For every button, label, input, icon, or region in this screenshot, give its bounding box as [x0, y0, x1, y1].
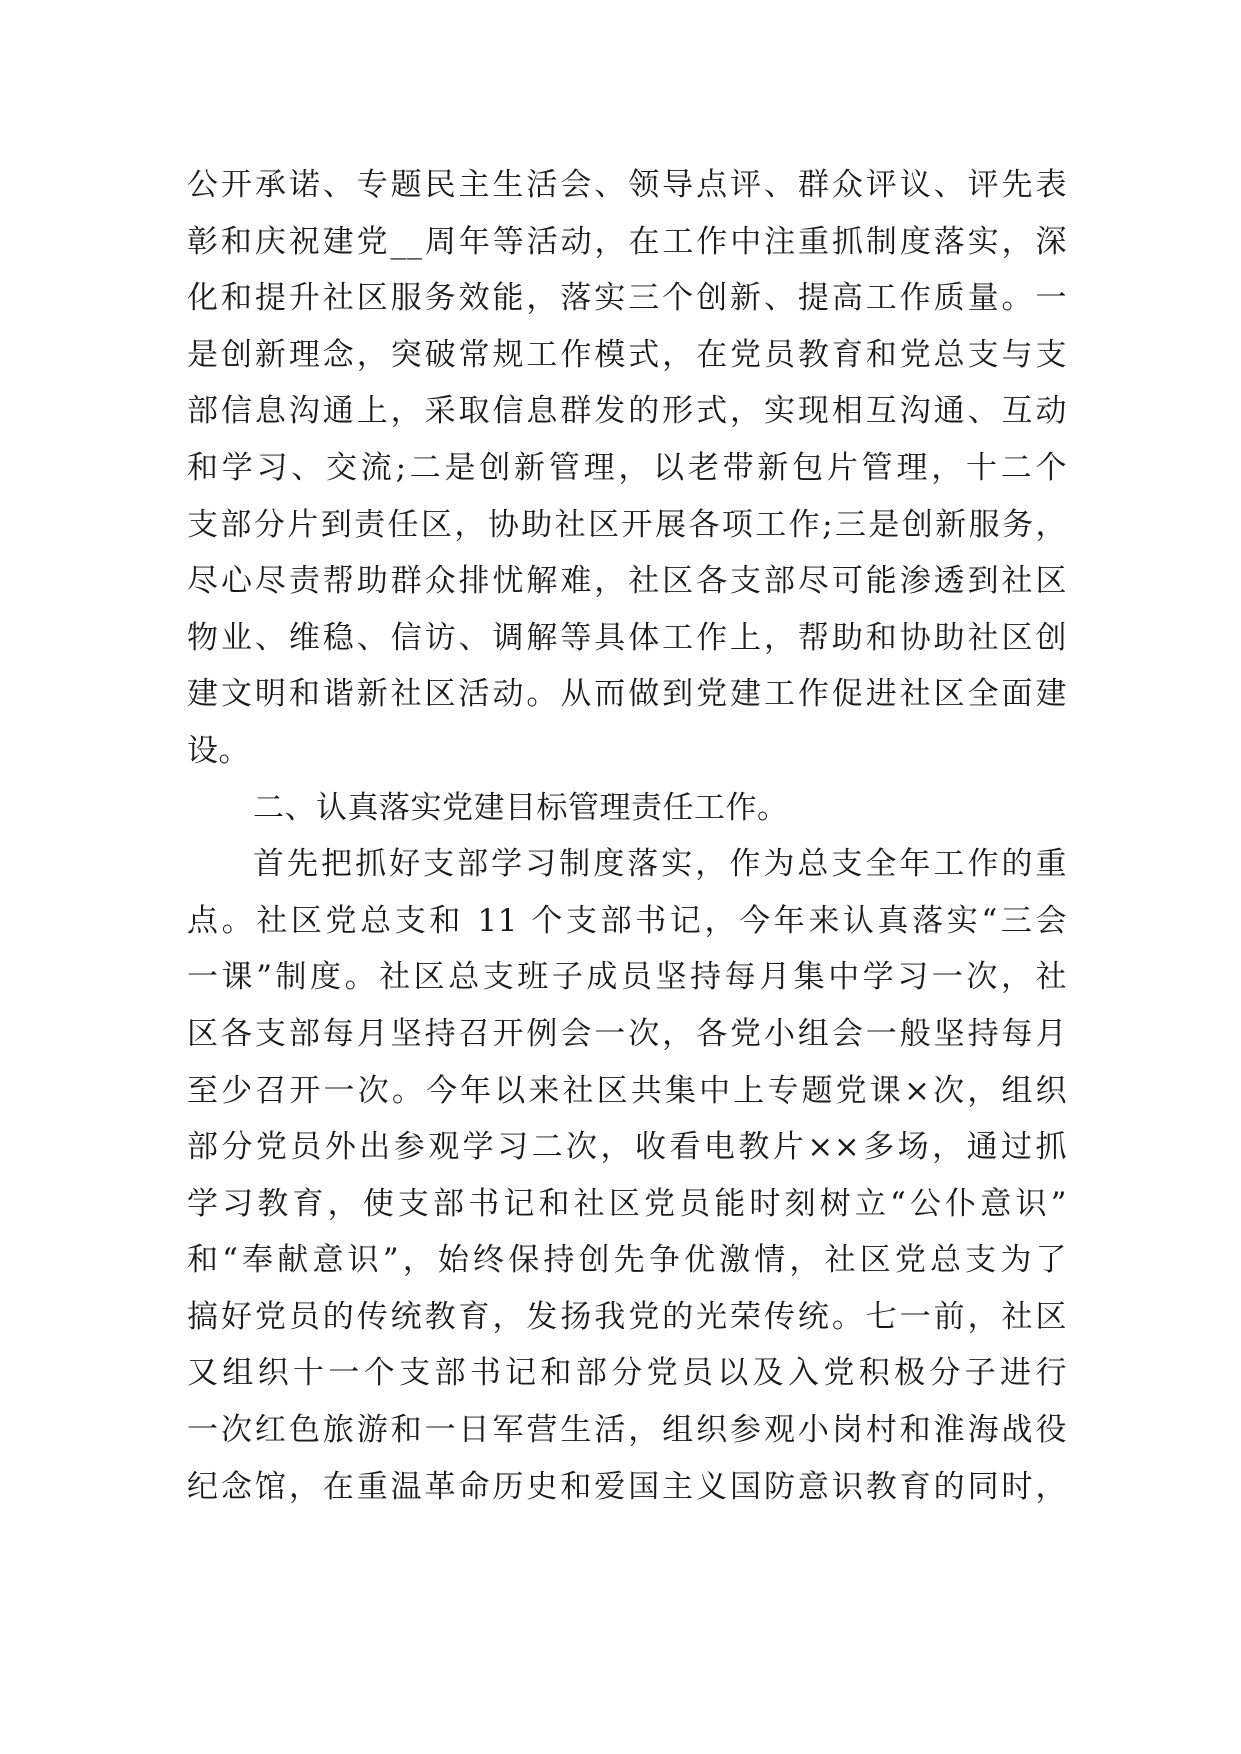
text-line: 和“奉献意识”，始终保持创先争优激情，社区党总支为了: [187, 1242, 1067, 1279]
text-line: 学习教育，使支部书记和社区党员能时刻树立“公仆意识”: [187, 1185, 1067, 1222]
text-line: 部分党员外出参观学习二次，收看电教片××多场，通过抓: [187, 1129, 1067, 1166]
text-line: 和学习、交流;二是创新管理，以老带新包片管理，十二个: [187, 449, 1067, 486]
text-line: 首先把抓好支部学习制度落实，作为总支全年工作的重: [253, 846, 1067, 883]
text-line: 又组织十一个支部书记和部分党员以及入党积极分子进行: [187, 1355, 1067, 1392]
text-line: 一次红色旅游和一日军营生活，组织参观小岗村和淮海战役: [187, 1412, 1067, 1449]
text-line: 建文明和谐新社区活动。从而做到党建工作促进社区全面建: [187, 676, 1067, 713]
text-line: 尽心尽责帮助群众排忧解难，社区各支部尽可能渗透到社区: [187, 563, 1067, 600]
text-line: 点。社区党总支和 11 个支部书记，今年来认真落实“三会: [187, 902, 1067, 939]
section-heading: 二、认真落实党建目标管理责任工作。: [253, 789, 789, 826]
text-line: 区各支部每月坚持召开例会一次，各党小组会一般坚持每月: [187, 1015, 1067, 1052]
text-line: 纪念馆，在重温革命历史和爱国主义国防意识教育的同时，: [187, 1468, 1067, 1505]
text-line: 搞好党员的传统教育，发扬我党的光荣传统。七一前，社区: [187, 1298, 1067, 1335]
text-line: 设。: [187, 732, 250, 769]
text-line: 一课”制度。社区总支班子成员坚持每月集中学习一次，社: [187, 959, 1067, 996]
text-line: 支部分片到责任区，协助社区开展各项工作;三是创新服务，: [187, 506, 1067, 543]
text-line: 物业、维稳、信访、调解等具体工作上，帮助和协助社区创: [187, 619, 1067, 656]
text-line: 化和提升社区服务效能，落实三个创新、提高工作质量。一: [187, 280, 1067, 317]
text-line: 至少召开一次。今年以来社区共集中上专题党课×次，组织: [187, 1072, 1067, 1109]
document-body: [187, 157, 1067, 1515]
text-line: 是创新理念，突破常规工作模式，在党员教育和党总支与支: [187, 336, 1067, 373]
text-line: 彰和庆祝建党__周年等活动，在工作中注重抓制度落实，深: [187, 223, 1067, 260]
text-line: 公开承诺、专题民主生活会、领导点评、群众评议、评先表: [187, 167, 1067, 203]
text-line: 部信息沟通上，采取信息群发的形式，实现相互沟通、互动: [187, 393, 1067, 430]
